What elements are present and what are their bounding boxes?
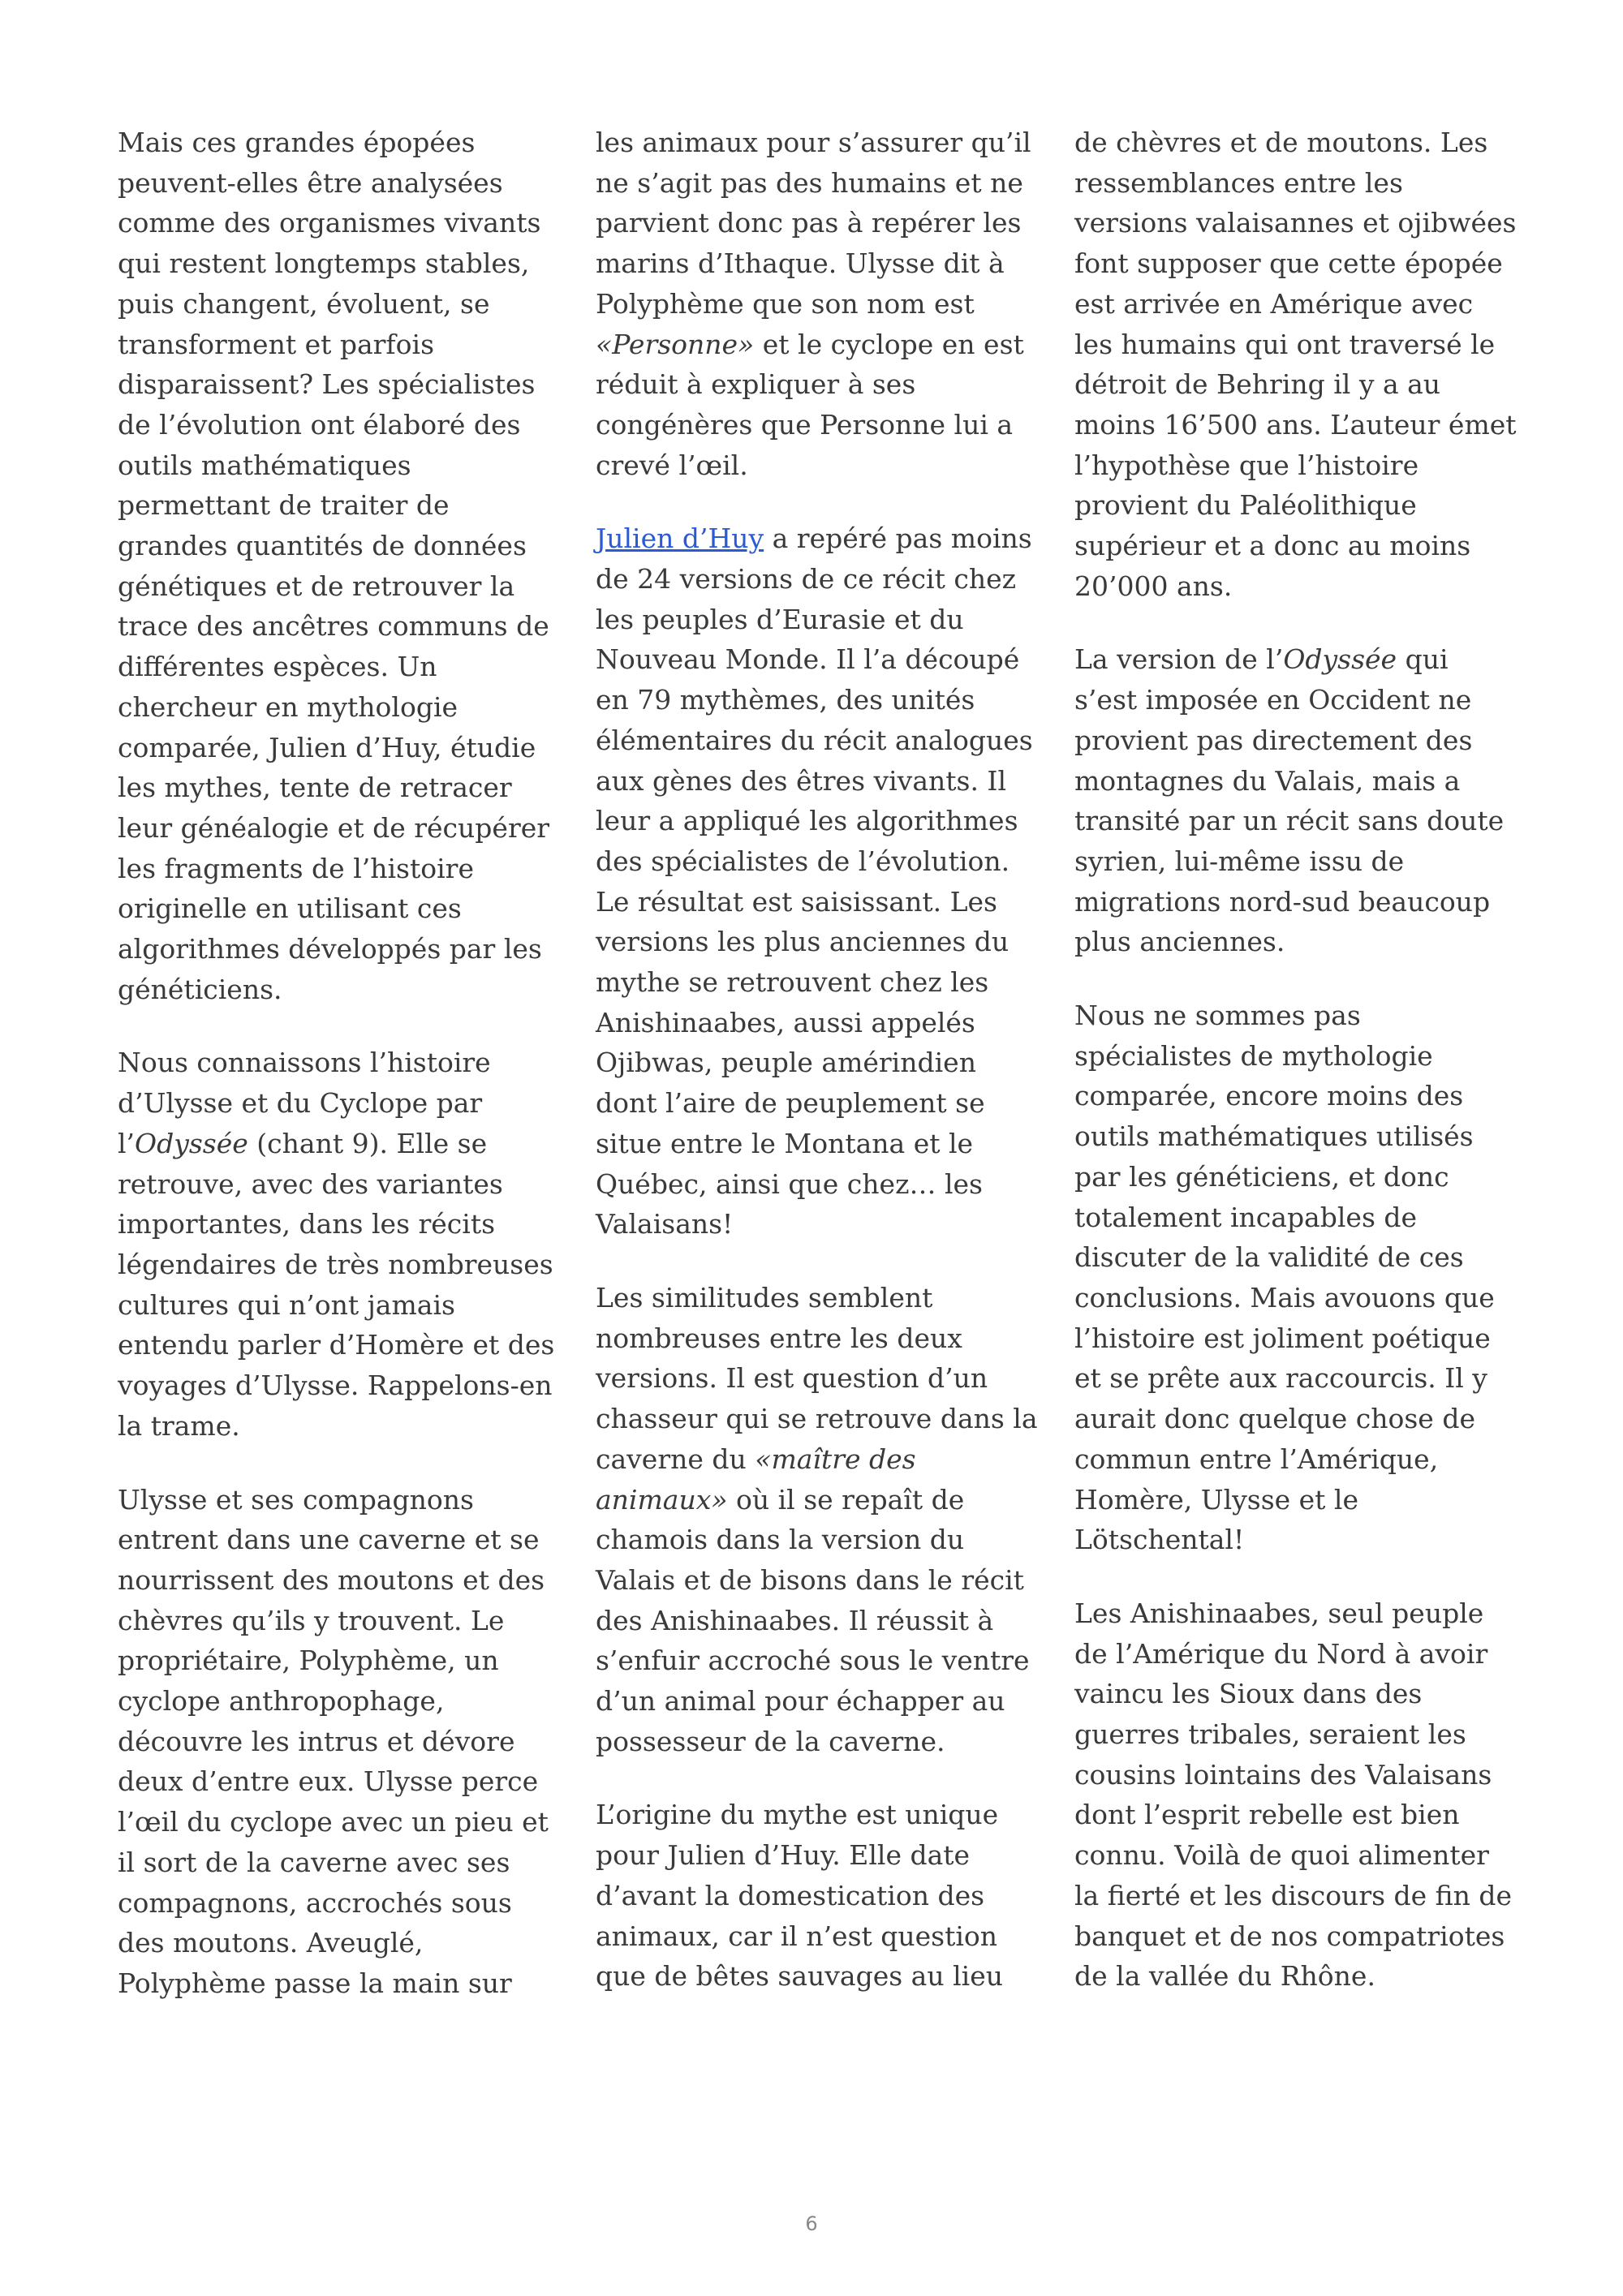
julien-dhuy-link[interactable]: Julien d’Huy	[596, 522, 764, 555]
paragraph: de chèvres et de moutons. Les ressemblances entre les versions valaisannes et ojibwées font supposer que cette épopée est arrivée en Amérique avec les humains qui ont traversé le détroit de Behring il y a au moins 16’500 ans. L’auteur émet l’hypothèse que l’histoire provient du Paléolithique supérieur et a donc au moins 20’000 ans.	[1074, 127, 1517, 602]
text-run: Nous connaissons l’histoire d’Ulysse et du Cyclope par l’	[118, 1047, 491, 1159]
italic-quote: «maître des animaux»	[596, 1443, 916, 1516]
page-number: 6	[805, 2212, 818, 2235]
italic-quote: «Personne»	[596, 328, 755, 360]
paragraph: Ulysse et ses compagnons entrent dans une caverne et se nourrissent des moutons et des chèvres qu’ils y trouvent. Le propriétaire, Polyphème, un cyclope anthropophage, découvre les intrus et dévore deux d’entre eux. Ulysse perce l’œil du cyclope avec un pieu et il sort de la caverne avec ses compagnons, accrochés sous des moutons. Aveuglé, Polyphème passe la main sur	[118, 1483, 549, 1999]
text-run: Les similitudes semblent nombreuses entre les deux versions. Il est question d’un chasseur qui se retrouve dans la caverne du	[596, 1281, 1038, 1475]
text-run: (chant 9). Elle se retrouve, avec des variantes importantes, dans les récits légendaires de très nombreuses cultures qui n’ont jamais entendu parler d’Homère et des voyages d’Ulysse. Rappelons-en la trame.	[118, 1127, 555, 1442]
italic-title: Odyssée	[135, 1127, 248, 1159]
text-run: et le cyclope en est réduit à expliquer à ses congénères que Personne lui a crevé l’œil.	[596, 328, 1024, 481]
paragraph: L’origine du mythe est unique pour Julien d’Huy. Elle date d’avant la domestication des animaux, car il n’est question que de bêtes sauvages au lieu	[596, 1799, 1003, 1993]
text-column-1	[118, 123, 562, 2004]
italic-title: Odyssée	[1283, 643, 1397, 676]
paragraph	[118, 1043, 562, 1446]
text-run: les animaux pour s’assurer qu’il ne s’agit pas des humains et ne parvient donc pas à repérer les marins d’Ithaque. Ulysse dit à Polyphème que son nom est	[596, 127, 1031, 320]
text-column-3	[1074, 123, 1519, 1997]
text-column-2	[596, 123, 1040, 1997]
text-run: a repéré pas moins de 24 versions de ce récit chez les peuples d’Eurasie et du Nouveau Monde. Il l’a découpé en 79 mythèmes, des unités élémentaires du récit analogues aux gènes des êtres vivants. Il leur a appliqué les algorithmes des spécialistes de l’évolution. Le résultat est saisissant. Les versions les plus anciennes du mythe se retrouvent chez les Anishinaabes, aussi appelés Ojibwas, peuple amérindien dont l’aire de peuplement se situe entre le Montana et le Québec, ainsi que chez… les Valaisans!	[596, 522, 1033, 1240]
paragraph: Les Anishinaabes, seul peuple de l’Amérique du Nord à avoir vaincu les Sioux dans des guerres tribales, seraient les cousins lointains des Valaisans dont l’esprit rebelle est bien connu. Voilà de quoi alimenter la fierté et les discours de fin de banquet et de nos compatriotes de la vallée du Rhône.	[1074, 1597, 1513, 1993]
paragraph	[1074, 639, 1519, 962]
paragraph: Mais ces grandes épopées peuvent-elles être analysées comme des organismes vivants qui restent longtemps stables, puis changent, évoluent, se transforment et parfois disparaissent? Les spécialistes de l’évolution ont élaboré des outils mathématiques permettant de traiter de grandes quantités de données génétiques et de retrouver la trace des ancêtres communs de différentes espèces. Un chercheur en mythologie comparée, Julien d’Huy, étudie les mythes, tente de retracer leur généalogie et de récupérer les fragments de l’histoire originelle en utilisant ces algorithmes développés par les généticiens.	[118, 127, 550, 1005]
text-run: qui s’est imposée en Occident ne provient pas directement des montagnes du Valais, mais a transité par un récit sans doute syrien, lui-même issu de migrations nord-sud beaucoup plus anciennes.	[1074, 643, 1505, 958]
text-run: La version de l’	[1074, 643, 1284, 676]
paragraph	[596, 518, 1040, 1245]
text-run: où il se repaît de chamois dans la version du Valais et de bisons dans le récit des Anishinaabes. Il réussit à s’enfuir accroché sous le ventre d’un animal pour échapper au possesseur de la caverne.	[596, 1483, 1030, 1757]
paragraph	[596, 123, 1040, 485]
paragraph: Nous ne sommes pas spécialistes de mythologie comparée, encore moins des outils mathématiques utilisés par les généticiens, et donc totalement incapables de discuter de la validité de ces conclusions. Mais avouons que l’histoire est joliment poétique et se prête aux raccourcis. Il y aurait donc quelque chose de commun entre l’Amérique, Homère, Ulysse et le Lötschental!	[1074, 1000, 1495, 1556]
paragraph	[596, 1278, 1040, 1761]
